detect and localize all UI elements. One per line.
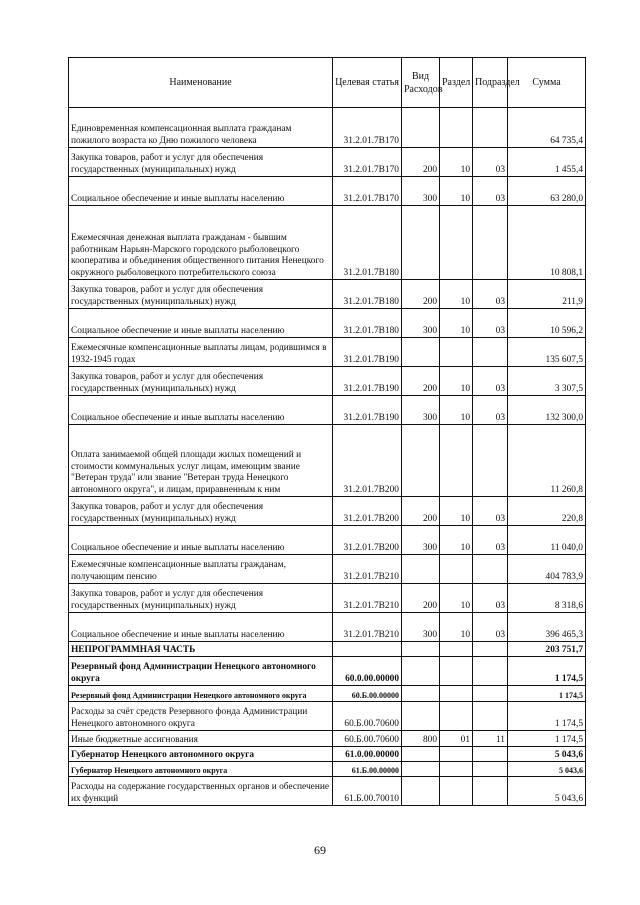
cell-razdel: 10 [440, 497, 473, 526]
cell-code: 31.2.01.7В200 [333, 425, 402, 497]
cell-code: 31.2.01.7В170 [333, 108, 402, 148]
cell-sum: 404 783,9 [508, 555, 586, 584]
cell-vid [402, 642, 440, 657]
cell-vid: 300 [402, 309, 440, 338]
cell-name: Социальное обеспечение и иные выплаты населению [69, 526, 333, 555]
table-row [69, 177, 586, 206]
table-row [69, 206, 586, 280]
cell-vid: 200 [402, 280, 440, 309]
cell-name: Закупка товаров, работ и услуг для обеспечения государственных (муниципальных) нужд [69, 280, 333, 309]
cell-name: Расходы за счёт средств Резервного фонда Администрации Ненецкого автономного округа [69, 702, 333, 731]
cell-razdel [440, 555, 473, 584]
cell-code [333, 642, 402, 657]
cell-code: 31.2.01.7В180 [333, 206, 402, 280]
cell-vid: 300 [402, 526, 440, 555]
cell-code: 60.Б.00.00000 [333, 686, 402, 702]
cell-razdel [440, 657, 473, 686]
table-row [69, 108, 586, 148]
table-row [69, 338, 586, 367]
cell-code: 60.Б.00.70600 [333, 731, 402, 747]
table-row [69, 642, 586, 657]
cell-vid [402, 762, 440, 777]
cell-vid [402, 657, 440, 686]
cell-razdel [440, 206, 473, 280]
cell-podrazdel [473, 642, 508, 657]
cell-vid: 300 [402, 613, 440, 642]
cell-podrazdel [473, 657, 508, 686]
cell-name: Ежемесячные компенсационные выплаты гражданам, получающим пенсию [69, 555, 333, 584]
cell-razdel [440, 747, 473, 762]
cell-code: 31.2.01.7В190 [333, 367, 402, 396]
cell-podrazdel: 03 [473, 584, 508, 613]
cell-razdel: 10 [440, 177, 473, 206]
cell-sum: 63 280,0 [508, 177, 586, 206]
cell-name: Резервный фонд Администрации Ненецкого автономного округа [69, 657, 333, 686]
table-row [69, 702, 586, 731]
cell-podrazdel [473, 108, 508, 148]
table-row [69, 584, 586, 613]
table-row [69, 497, 586, 526]
table-row [69, 762, 586, 777]
table-row [69, 777, 586, 806]
cell-vid [402, 206, 440, 280]
cell-vid [402, 702, 440, 731]
cell-sum: 8 318,6 [508, 584, 586, 613]
cell-vid: 800 [402, 731, 440, 747]
cell-vid [402, 425, 440, 497]
cell-sum: 11 260,8 [508, 425, 586, 497]
cell-sum: 64 735,4 [508, 108, 586, 148]
cell-code: 31.2.01.7В170 [333, 148, 402, 177]
cell-vid: 300 [402, 177, 440, 206]
table-row [69, 657, 586, 686]
header-name: Наименование [69, 58, 333, 108]
cell-sum: 5 043,6 [508, 747, 586, 762]
cell-name: Единовременная компенсационная выплата гражданам пожилого возраста ко Дню пожилого человека [69, 108, 333, 148]
cell-sum: 5 043,6 [508, 762, 586, 777]
cell-vid: 200 [402, 584, 440, 613]
cell-sum: 203 751,7 [508, 642, 586, 657]
cell-razdel: 01 [440, 731, 473, 747]
cell-sum: 3 307,5 [508, 367, 586, 396]
cell-code: 31.2.01.7В180 [333, 309, 402, 338]
cell-code: 31.2.01.7В190 [333, 338, 402, 367]
cell-sum: 1 174,5 [508, 702, 586, 731]
cell-podrazdel: 03 [473, 177, 508, 206]
header-vid: Вид Расходов [402, 58, 440, 108]
cell-razdel [440, 762, 473, 777]
cell-code: 31.2.01.7В170 [333, 177, 402, 206]
cell-code: 31.2.01.7В190 [333, 396, 402, 425]
page-number: 69 [314, 843, 326, 857]
cell-vid: 200 [402, 367, 440, 396]
cell-razdel: 10 [440, 396, 473, 425]
cell-podrazdel: 03 [473, 148, 508, 177]
cell-sum: 10 808,1 [508, 206, 586, 280]
cell-vid [402, 686, 440, 702]
cell-code: 60.Б.00.70600 [333, 702, 402, 731]
cell-code: 31.2.01.7В200 [333, 526, 402, 555]
cell-name: Ежемесячная денежная выплата гражданам - бывшим работникам Нарьян-Марского городского рыболовецкого кооператива и объединения общественного питания Ненецкого окружного рыболовецкого потребительского союза [69, 206, 333, 280]
cell-name: Социальное обеспечение и иные выплаты населению [69, 177, 333, 206]
cell-sum: 132 300,0 [508, 396, 586, 425]
cell-sum: 1 455,4 [508, 148, 586, 177]
cell-podrazdel [473, 338, 508, 367]
cell-code: 60.0.00.00000 [333, 657, 402, 686]
cell-sum: 396 465,3 [508, 613, 586, 642]
budget-table [68, 57, 586, 806]
cell-podrazdel [473, 747, 508, 762]
cell-name: Социальное обеспечение и иные выплаты населению [69, 613, 333, 642]
cell-name: Закупка товаров, работ и услуг для обеспечения государственных (муниципальных) нужд [69, 497, 333, 526]
cell-vid [402, 555, 440, 584]
table-row [69, 731, 586, 747]
cell-code: 31.2.01.7В210 [333, 584, 402, 613]
cell-podrazdel: 03 [473, 526, 508, 555]
cell-sum: 220,8 [508, 497, 586, 526]
cell-sum: 11 040,0 [508, 526, 586, 555]
cell-sum: 211,9 [508, 280, 586, 309]
cell-name: НЕПРОГРАММНАЯ ЧАСТЬ [69, 642, 333, 657]
cell-name: Иные бюджетные ассигнования [69, 731, 333, 747]
cell-razdel: 10 [440, 309, 473, 338]
cell-razdel [440, 702, 473, 731]
cell-razdel [440, 686, 473, 702]
cell-razdel: 10 [440, 584, 473, 613]
cell-podrazdel [473, 425, 508, 497]
cell-name: Закупка товаров, работ и услуг для обеспечения государственных (муниципальных) нужд [69, 148, 333, 177]
cell-code: 31.2.01.7В210 [333, 555, 402, 584]
cell-vid [402, 747, 440, 762]
header-podrazdel: Подраздел [473, 58, 508, 108]
cell-razdel [440, 108, 473, 148]
cell-name: Социальное обеспечение и иные выплаты населению [69, 309, 333, 338]
table-row [69, 148, 586, 177]
cell-name: Расходы на содержание государственных органов и обеспечение их функций [69, 777, 333, 806]
cell-razdel: 10 [440, 148, 473, 177]
cell-podrazdel: 03 [473, 497, 508, 526]
cell-podrazdel: 03 [473, 613, 508, 642]
cell-podrazdel [473, 206, 508, 280]
cell-name: Губернатор Ненецкого автономного округа [69, 747, 333, 762]
cell-sum: 1 174,5 [508, 731, 586, 747]
cell-vid: 200 [402, 148, 440, 177]
cell-vid: 300 [402, 396, 440, 425]
table-row [69, 613, 586, 642]
cell-razdel [440, 777, 473, 806]
cell-podrazdel: 03 [473, 280, 508, 309]
cell-code: 61.0.00.00000 [333, 747, 402, 762]
cell-name: Губернатор Ненецкого автономного округа [69, 762, 333, 777]
cell-name: Резервный фонд Администрации Ненецкого автономного округа [69, 686, 333, 702]
header-sum: Сумма [508, 58, 586, 108]
cell-code: 31.2.01.7В200 [333, 497, 402, 526]
cell-podrazdel: 11 [473, 731, 508, 747]
cell-code: 31.2.01.7В210 [333, 613, 402, 642]
cell-vid [402, 338, 440, 367]
cell-code: 61.Б.00.00000 [333, 762, 402, 777]
cell-razdel [440, 642, 473, 657]
cell-sum: 135 607,5 [508, 338, 586, 367]
cell-vid: 200 [402, 497, 440, 526]
table-header-row [69, 58, 586, 108]
cell-podrazdel: 03 [473, 396, 508, 425]
table-row [69, 747, 586, 762]
cell-razdel: 10 [440, 280, 473, 309]
cell-podrazdel [473, 555, 508, 584]
header-razdel: Раздел [440, 58, 473, 108]
cell-code: 61.Б.00.70010 [333, 777, 402, 806]
table-row [69, 396, 586, 425]
table-row [69, 555, 586, 584]
cell-sum: 10 596,2 [508, 309, 586, 338]
cell-vid [402, 777, 440, 806]
header-code: Целевая статья [333, 58, 402, 108]
table-row [69, 367, 586, 396]
cell-razdel [440, 338, 473, 367]
table-body [69, 108, 586, 806]
table-row [69, 425, 586, 497]
cell-razdel: 10 [440, 613, 473, 642]
cell-code: 31.2.01.7В180 [333, 280, 402, 309]
cell-sum: 1 174,5 [508, 686, 586, 702]
table-row [69, 686, 586, 702]
cell-name: Закупка товаров, работ и услуг для обеспечения государственных (муниципальных) нужд [69, 584, 333, 613]
cell-podrazdel: 03 [473, 367, 508, 396]
table-row [69, 526, 586, 555]
cell-podrazdel [473, 702, 508, 731]
cell-podrazdel: 03 [473, 309, 508, 338]
cell-vid [402, 108, 440, 148]
cell-name: Оплата занимаемой общей площади жилых помещений и стоимости коммунальных услуг лицам, имеющим звание "Ветеран труда" или звание "Ветеран труда Ненецкого автономного округа", и лицам, приравненным к ним [69, 425, 333, 497]
cell-name: Закупка товаров, работ и услуг для обеспечения государственных (муниципальных) нужд [69, 367, 333, 396]
cell-razdel: 10 [440, 526, 473, 555]
cell-sum: 1 174,5 [508, 657, 586, 686]
cell-podrazdel [473, 686, 508, 702]
table-row [69, 280, 586, 309]
cell-name: Ежемесячные компенсационные выплаты лицам, родившимся в 1932-1945 годах [69, 338, 333, 367]
cell-razdel [440, 425, 473, 497]
cell-razdel: 10 [440, 367, 473, 396]
cell-podrazdel [473, 777, 508, 806]
cell-name: Социальное обеспечение и иные выплаты населению [69, 396, 333, 425]
cell-podrazdel [473, 762, 508, 777]
table-row [69, 309, 586, 338]
cell-sum: 5 043,6 [508, 777, 586, 806]
